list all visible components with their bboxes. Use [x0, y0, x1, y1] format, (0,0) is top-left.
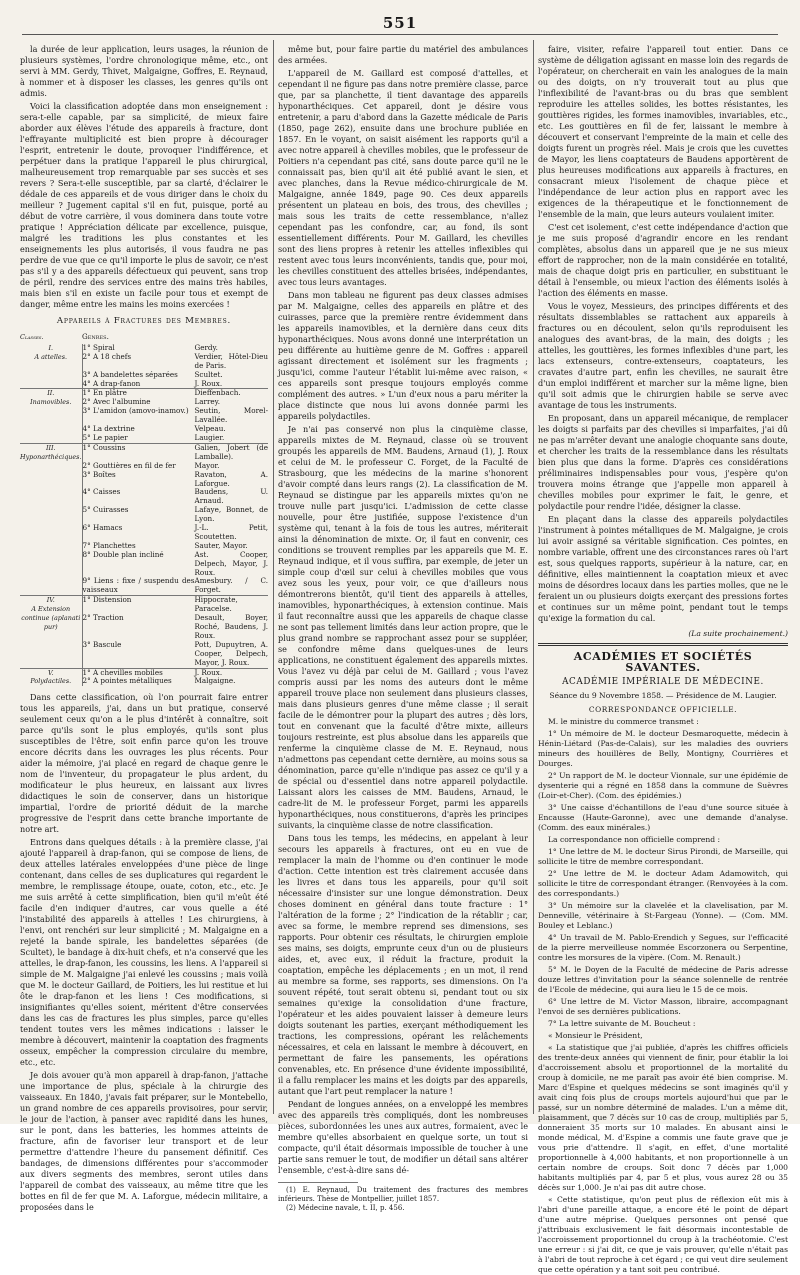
- correspondence-item: 3° Une caisse d'échantillons de l'eau d'une source située à Encausse (Haute-Garonne), avec une demande d'analyse. (Comm. des eaux minérales.): [538, 803, 788, 832]
- genre: 1° En plâtre: [82, 389, 195, 398]
- correspondence-item: 3° Un mémoire sur la clavelée et la clavelisation, par M. Denneville, vétérinaire à St-Fargeau (Yonne). — (Com. MM. Bouley et Leblanc.): [538, 901, 788, 930]
- subsection-title: ACADÉMIE IMPÉRIALE DE MÉDECINE.: [562, 677, 764, 687]
- paragraph: faire, visiter, refaire l'appareil tout entier. Dans ce système de déligation agissant en masse loin des regards de l'opérateur, on chercherait en vain les analogues de la main ou des doigts, on n'y trouverait tout au plus que l'inflexibilité de l'avant-bras ou du bras que semblent reproduire les attelles solides, les bottes résistantes, les gouttières rigides, les formes inamovibles, invariables, etc., etc. Les gouttières en fil de fer, laissant le membre à découvert et conservant l'empreinte de la main et celle des doigts furent un progrès réel. Mais je crois que les cuvettes de Mayor, les liens coaptateurs de Baudens apportèrent de plus heureuses modifications aux appareils à fractures, en consacrant mieux l'isolement de chaque pièce et l'indépendance de leur action plus en rapport avec les exigences de la thérapeutique et le fonctionnement de l'ensemble de la main, que leurs auteurs voulaient imiter.: [538, 44, 788, 219]
- genre: 3° Bascule: [82, 639, 122, 649]
- section-title: ACADÉMIES ET SOCIÉTÉS SAVANTES.: [573, 650, 753, 674]
- page-number: 551: [382, 14, 418, 32]
- correspondence-item: 7° La lettre suivante de M. Boucheut :: [548, 1019, 696, 1028]
- genre: 3° A bandelettes séparées: [82, 369, 178, 379]
- correspondence-item: 1° Une lettre de M. le docteur Sirus Pirondi, de Marseille, qui sollicite le titre de membre correspondant.: [538, 847, 788, 866]
- footnote: (1) E. Reynaud, Du traitement des fractures des membres inférieurs. Thèse de Montpellier, juillet 1857.: [278, 1186, 528, 1203]
- genre: 3° L'amidon (amovo-inamov.): [82, 406, 189, 416]
- author: Amesbury. / C. Forget.: [194, 576, 268, 595]
- author: Dieffenbach.: [195, 389, 269, 398]
- class-label: III. Hyponarthéciques.: [20, 443, 82, 595]
- column-divider: [273, 40, 274, 1114]
- session-line: Séance du 9 Novembre 1858. — Présidence de M. Laugier.: [549, 691, 777, 700]
- footnote: (2) Médecine navale, t. II, p. 456.: [286, 1204, 405, 1212]
- correspondence-item: « La statistique que j'ai publiée, d'après les chiffres officiels des trente-deux années qui viennent de finir, pour établir la loi d'accroissement absolu et proportionnel de la mortalité du croup à domicile, ne me paraît pas avoir été bien comprise. M. Marc d'Espine et quelques médecins se sont imaginés qu'il y avait cinq fois plus de croups mortels aujourd'hui que par le passé, sur un nombre déterminé de malades. L'un a même dit, plaisamment, que 7 décès sur 10 cas de croup, multipliés par 5, donneraient 35 morts sur 10 malades. En abusant ainsi le monde médical, M. d'Espine a commis une faute grave que je vous prie d'attendre. Il s'agit, en effet, d'une mortalité proportionnelle à 4,000 habitants, et non proportionnelle à un certain nombre de croups. Soit donc 7 décès par 1,000 habitants multipliés par 4, par 5 et plus, vous aurez 28 ou 35 décès sur 1,000. Je n'ai pas dit autre chose.: [538, 1043, 788, 1192]
- genre: 1° A chevilles mobiles: [82, 668, 195, 677]
- author: Mayor.: [194, 460, 220, 470]
- paragraph: C'est cet isolement, c'est cette indépendance d'action que je me suis proposé d'agrandir encore en les rendant complètes, absolus dans un appareil que je ne sus mieux effort de rapprocher, non de la main considérée en totalité, mais de chaque doigt pris en particulier, en substituant le détail à l'ensemble, ou mieux l'action des éléments isolés à l'action des éléments en masse.: [538, 222, 788, 298]
- paragraph: Dans tous les temps, les médecins, en appelant à leur secours les appareils à fractures, ont eu en vue de remplacer la main de l'homme ou d'en continuer le mode d'action. Cette intention est très clairement accusée dans les livres et dans tous les appareils, pour qu'il soit nécessaire d'insister sur une longue démonstration. Deux choses dominent en général dans toute fracture : 1° l'altération de la forme ; 2° l'indication de la rétablir ; car, avec sa forme, le membre reprend ses dimensions, ses rapports. Pour obtenir ces résultats, le chirurgien emploie ses mains, ses doigts, emprunte ceux d'un ou de plusieurs aides, et, avec eux, il réduit la fracture, produit la coaptation, empêche les déplacements ; en un mot, il rend au membre sa forme, ses rapports, ses dimensions. On l'a souvent répété, tout serait obtenu si, pendant tout ou six semaines qu'exige la consolidation d'une fracture, l'opérateur et les aides pouvaient laisser à demeure leurs doigts soutenant les parties, exerçant méthodiquement les tractions, les compressions, opérant les relâchements nécessaires, et cela en laissant le membre à découvert, en permettant de faire les pansements, les opérations convenables, etc. En présence d'une évidente impossibilité, il a fallu remplacer les mains et les doigts par des appareils, autant que l'art peut remplacer la nature !: [278, 833, 528, 1096]
- correspondence-item: 5° M. le Doyen de la Faculté de médecine de Paris adresse douze lettres d'invitation pour la séance solennelle de rentrée de l'Ecole de médecine, qui aura lieu le 15 de ce mois.: [538, 965, 788, 994]
- correspondence-item: 1° Un mémoire de M. le docteur Desmaroquette, médecin à Hénin-Liétard (Pas-de-Calais), sur les maladies des ouvriers mineurs des houillères de Belly, Montigny, Courrières et Dourges.: [538, 729, 788, 768]
- author: Verdier, Hôtel-Dieu de Paris.: [194, 351, 268, 370]
- author: Ravaton, A. Laforgue.: [194, 469, 268, 488]
- genre: 2° Traction: [82, 613, 124, 623]
- author: J. Roux.: [195, 668, 269, 677]
- author: Desault, Boyer, Roché, Baudens, J. Roux.: [194, 613, 268, 640]
- classification-table-title: Appareils à Fractures des Membres.: [56, 316, 232, 326]
- column-2: [278, 44, 528, 1212]
- paragraph: Je dois avouer qu'à mon appareil à drap-fanon, j'attache une importance de plus, spéciale à la chirurgie des vaisseaux. En 1840, j'avais fait préparer, sur le Montebello, un grand nombre de ces appareils provisoires, pour servir, le jour de l'action, à panser avec rapidité dans les hunes, sur le pont, dans les batteries, les hommes atteints de fracture, afin de favoriser leur transport et de leur permettre d'attendre l'heure du pansement définitif. Ces bandages, de dimensions différentes pour s'accommoder aux divers segments des membres, seront utiles dans l'appareil de combat des vaisseaux, au même titre que les bottes en fil de fer que M. A. Laforgue, médecin militaire, a proposées dans le: [20, 1070, 268, 1213]
- paragraph: Voici la classification adoptée dans mon enseignement : sera-t-elle capable, par sa simplicité, de mieux faire aborder aux élèves l'étude des appareils à fracture, dont l'effrayante multiplicité est bien propre à décourager l'esprit, entretenir le doute, provoquer l'indifférence, et perpétuer dans la pratique l'appareil le plus chirurgical, malheureusement trop remarquable par ses succès et ses revers ? Sera-t-elle susceptible, par sa clarté, d'éclairer le dédale de ces appareils et de vous diriger dans le choix du meilleur ? Jugement capital s'il en fut, puisque, porté au début de votre carrière, il vous dominera dans toute votre pratique ! Appréciation délicate par excellence, puisque, malgré les traditions les plus constantes et les enseignements les plus autorisés, il vous faudra ne pas perdre de vue que ce qu'il importe le plus de savoir, ce n'est pas s'il y a des appareils défectueux qui peuvent, sans trop de péril, rendre des services entre des mains très habiles, mais bien s'il en existe un facile pour tous et exempt de danger, même entre les mains les moins exercées !: [20, 101, 268, 309]
- author: Sauter, Mayor.: [194, 540, 248, 550]
- genre: 1° Coussins: [82, 443, 195, 461]
- correspondence-item: « Cette statistique, qu'on peut plus de réflexion eût mis à l'abri d'une pareille attaque, a encore été le point de départ d'une autre méprise. Quelques personnes ont pensé que j'attribuais exclusivement le fait désormais incontestable de l'accroissement proportionnel du croup à la trachéotomie. C'est une erreur : si j'ai dit, ce que je vais prouver, qu'elle n'était pas à l'abri de tout reproche à cet égard ; ce qui veut dire seulement que cette opération y a tant soit peu contribué.: [538, 1195, 788, 1274]
- genre: 4° A drap-fanon: [82, 378, 141, 388]
- author: Baudens, U. Arnaud.: [194, 487, 268, 506]
- author: Seutin, Morel-Lavallée.: [194, 406, 268, 425]
- author: Galien, Jobert (de Lamballe).: [194, 442, 268, 461]
- paragraph: En plaçant dans la classe des appareils polydactiles l'instrument à pointes métalliques de M. Malgaigne, je crois lui avoir assigné sa véritable signification. Ces pointes, en nombre variable, offrent une des circonstances rares où l'art est, sous quelques rapports, supérieur à la nature, car, en définitive, elles maintiennent la coaptation mieux et avec moins de désordres locaux dans les parties molles, que ne le feraient un ou plusieurs doigts exerçant des pressions fortes et continues sur un même point, pendant tout le temps qu'exige la formation du cal.: [538, 514, 788, 623]
- genre: 2° A 18 chefs: [82, 351, 132, 361]
- correspondence-item: 2° Une lettre de M. le docteur Adam Adamowitch, qui sollicite le titre de correspondant étranger. (Renvoyées à la com. des correspondants.): [538, 869, 788, 898]
- paragraph: la durée de leur application, leurs usages, la réunion de plusieurs systèmes, l'ordre chronologique même, etc., ont servi à MM. Gerdy, Thivet, Malgaigne, Goffres, E. Reynaud, à nommer et à disposer les classes, les genres qu'ils ont admis.: [20, 44, 268, 98]
- paragraph: Dans mon tableau ne figurent pas deux classes admises par M. Malgaigne, celles des appareils en plâtre et des cuirasses, parce que la première rentre évidemment dans les appareils inamovibles, et la dernière dans ceux dits hyponarthéciques. Nous avons donné une interprétation un peu différente au huitième genre de M. Goffres : appareil agissant directement et isolément sur les fragments ; jusqu'ici, comme l'auteur l'établit lui-même avec raison, « ces appareils sont presque toujours employés comme complément des autres. » L'un d'eux nous a paru mériter la place distincte que nous lui avons donnée parmi les appareils polydactiles.: [278, 290, 528, 421]
- paragraph: Entrons dans quelques détails : à la première classe, j'ai ajouté l'appareil à drap-fanon, qui se compose de liens, de deux attelles latérales enveloppées d'une pièce de linge contenant, dans celles de ses duplicatures qui regardent le membre, le remplissage étoupe, ouate, coton, etc., etc. Je me suis arrêté à cette simplification, bien qu'il m'eût été facile d'en indiquer d'autres, car vous quelle a été l'instabilité des appareils à attelles ! Les chirurgiens, à l'envi, ont renchéri sur leur simplicité ; M. Malgaigne en a rejeté la bande spirale, les bandelettes séparées (de Scultet), le bandage à dix-huit chefs, et n'a conservé que les attelles, le drap-fanon, les coussins, les liens. A l'appareil si simple de M. Malgaigne j'ai enlevé les coussins ; mais voilà que M. le docteur Gaillard, de Poitiers, les lui restitue et lui ôte le drap-fanon et les liens ! Ces modifications, si insignifiantes qu'elles soient, méritent d'être conservées dans les cas de fractures les plus simples, parce qu'elles tendent toutes vers les mêmes indications : laisser le membre à découvert, maintenir la coaptation des fragments osseux, empêcher la compression circulaire du membre, etc., etc.: [20, 837, 268, 1068]
- genre: 2° A pointes métalliques: [82, 676, 172, 686]
- paragraph: L'appareil de M. Gaillard est composé d'attelles, et cependant il ne figure pas dans notre première classe, parce que, par sa planchette, il tient davantage des appareils hyponarthéciques. Cet appareil, dont je désire vous entretenir, a paru d'abord dans la Gazette médicale de Paris (1850, page 262), ensuite dans une brochure publiée en 1857. En le voyant, on saisit aisément les rapports qu'il a avec notre appareil à chevilles mobiles, que le professeur de Poitiers n'a cependant pas cité, sans doute parce qu'il ne le connaissait pas, bien qu'il ait été publié avant le sien, et avec planches, dans la Revue médico-chirurgicale de M. Malgaigne, année 1849, page 90. Ces deux appareils présentent un plateau en bois, des trous, des chevilles ; mais sous les traits de cette ressemblance, n'allez cependant pas les confondre, car, au fond, ils sont essentiellement différents. Pour M. Gaillard, les chevilles sont des liens propres à retenir les attelles inflexibles qui restent avec tous leurs inconvénients, tandis que, pour moi, les chevilles constituent des attelles brisées, indépendantes, avec tous leurs avantages.: [278, 68, 528, 287]
- column-3: [538, 44, 788, 1274]
- genre: 1° Spiral: [82, 342, 115, 352]
- author: Ast. Cooper, Delpech, Mayor, J. Roux.: [194, 549, 268, 577]
- genre: 7° Planchettes: [82, 540, 136, 550]
- correspondence-list: [538, 717, 788, 1275]
- continued-note: (La suite prochainement.): [688, 629, 788, 638]
- correspondence-item: 6° Une lettre de M. Victor Masson, libraire, accompagnant l'envoi de ses dernières publications.: [538, 997, 788, 1016]
- genre: 4° Caisses: [82, 487, 121, 497]
- correspondence-item: « Monsieur le Président,: [548, 1031, 643, 1040]
- paragraph: Pendant de longues années, on a enveloppé les membres avec des appareils très compliqués, dont les nombreuses pièces, subordonnées les unes aux autres, formaient, avec le membre qu'elles absorbaient en quelque sorte, un tout si compacte, qu'il était désormais impossible de toucher à une partie sans remuer le tout, de modifier un détail sans altérer l'ensemble, c'est-à-dire sans dé-: [278, 1099, 528, 1175]
- author: Larrey.: [194, 397, 221, 407]
- paragraph: En proposant, dans un appareil mécanique, de remplacer les doigts si parfaits par des chevilles si imparfaites, j'ai dû ne pas m'arrêter devant une analogie choquante sans doute, et chercher les traits de la ressemblance dans les résultats bien plus que dans la forme. D'après ces considérations préliminaires indispensables pour vous, j'espère qu'on trouvera moins étrange que j'appelle mon appareil à chevilles mobiles pour exprimer le fait, le genre, et polydactile pour rendre l'idée, désigner la classe.: [538, 413, 788, 511]
- author: Laugier.: [194, 432, 225, 442]
- author: J. Roux.: [194, 378, 223, 388]
- genre: 3° Boîtes: [82, 469, 116, 479]
- author: Pott, Dupuytren, A. Cooper, Delpech, Mayor, J. Roux.: [194, 639, 268, 667]
- correspondence-item: La correspondance non officielle comprend :: [548, 835, 721, 844]
- correspondence-item: M. le ministre du commerce transmet :: [548, 717, 699, 726]
- paragraph: Dans cette classification, où l'on pourrait faire entrer tous les appareils, j'ai, dans un but pratique, conservé seulement ceux qu'on a le plus d'intérêt à connaître, soit parce qu'ils sont le plus employés, qu'ils sont plus susceptibles de l'être, soit enfin parce qu'on les trouve encore décrits dans les ouvrages les plus récents. Pour aider la mémoire, j'ai placé en regard de chaque genre le nom de l'inventeur, du propagateur le plus ardent, du modificateur le plus heureux, en laissant aux livres didactiques le soin de conserver, dans un historique impartial, l'ordre de priorité déduit de la marche progressive de l'esprit dans cette branche importante de notre art.: [20, 692, 268, 835]
- author: Scultet.: [194, 369, 223, 379]
- genre: 5° Cuirasses: [82, 505, 129, 515]
- genre: 2° Avec l'albumine: [82, 397, 151, 407]
- column-1: [20, 44, 268, 1213]
- genre: 6° Hamacs: [82, 523, 123, 533]
- correspondence-item: 4° Un travail de M. Pablo-Erendich y Segues, sur l'efficacité de la pierre merveilleuse nommée Escorzonera ou Serpentine, contre les morsures de la vipère. (Com. M. Renault.): [538, 933, 788, 962]
- classification-table: [20, 333, 268, 686]
- paragraph: Vous le voyez, Messieurs, des principes différents et des résultats dissemblables se rattachent aux appareils à fractures ou en découlent, selon qu'ils reproduisent les analogues des avant-bras, de la main, des doigts ; les attelles, les gouttières, les formes inflexibles d'une part, les lacs extenseurs, contre-extenseurs, coaptateurs, les cravates d'autre part, enfin les chevilles, ne saurait être d'un emploi indifférent et marcher sur la même ligne, bien qu'il soit admis que le chirurgien habile se serve avec avantage de tous les instruments.: [538, 301, 788, 410]
- column-divider: [533, 40, 534, 1114]
- author: Gerdy.: [194, 342, 218, 352]
- correspondence-title: CORRESPONDANCE OFFICIELLE.: [588, 705, 738, 714]
- author: Velpeau.: [194, 424, 226, 434]
- class-label: IV. A Extension continue (aplanati pur): [20, 596, 82, 668]
- correspondence-item: 2° Un rapport de M. le docteur Vionnale, sur une épidémie de dysenterie qui a régné en 1858 dans la commune de Suèvres (Loir-et-Cher). (Com. des épidémies.): [538, 771, 788, 800]
- genre: 2° Gouttières en fil de fer: [82, 460, 176, 470]
- genre: 5° Le papier: [82, 432, 128, 442]
- author: Malgaigne.: [194, 676, 236, 686]
- section-rule: [538, 643, 788, 646]
- genre: 4° La dextrine: [82, 424, 135, 434]
- class-label: II. Inamovibles.: [20, 389, 82, 443]
- footnote-rule: [278, 1182, 358, 1183]
- class-label: I. A attelles.: [20, 344, 82, 389]
- genre: 8° Double plan incliné: [82, 549, 164, 559]
- paragraph: même but, pour faire partie du matériel des ambulances des armées.: [278, 44, 528, 65]
- paragraph: Je n'ai pas conservé non plus la cinquième classe, appareils mixtes de M. Reynaud, classe où se trouvent groupés les appareils de MM. Baudens, Arnaud (1), J. Roux et celui de M. le professeur C. Forget, de la Faculté de Strasbourg, que les médecins de la marine s'honorent d'avoir compté dans leurs rangs (2). La classification de M. Reynaud se distingue par les appareils mixtes qu'on ne trouve nulle part jusqu'ici. L'admission de cette classe nouvelle, pour être justifiée, suppose l'existence d'un système qui, tenant à la fois de tous les autres, mériterait ainsi la dénomination de mixte. Or, il faut en convenir, ces conditions se trouvent remplies par les appareils que M. E. Reynaud indique, et il vous suffira, par exemple, de jeter un simple coup d'œil sur celui à chevilles mobiles que vous avez sous les yeux, pour voir, ce que d'ailleurs nous démontrerons bientôt, qu'il tient des appareils à attelles, inamovibles, hyponarthéciques, à extension continue. Mais il faut reconnaître aussi que les appareils de chaque classe ne sont pas tellement limités dans leur action propre, que le plus grand nombre se rapprochant assez pour se suppléer, se confondre même dans quelques-unes de leurs applications, ne constituent également des appareils mixtes. Vous l'avez vu déjà par celui de M. Gaillard ; vous l'avez compris aussi par les noms des auteurs dont le même appareil trouve place non seulement dans plusieurs classes, mais dans plusieurs genres d'une même classe ; il serait facile de le démontrer pour la plupart des autres ; dès lors, tout en convenant que la faculté d'être mixte, ailleurs toujours restreinte, est plus absolue dans les appareils que renferme la cinquième classe de M. E. Reynaud, nous n'admettons pas cependant cette dernière, au moins sous sa dénomination, parce qu'elle n'indique pas assez ce qu'il y a de spécial ou d'essentiel dans notre appareil polydactile. Laissant alors les caisses de MM. Baudens, Arnaud, le cadre-lit de M. le professeur Forget, parmi les appareils hyponarthéciques, nous constituerons, d'après les principes suivants, la cinquième classe de notre classification.: [278, 424, 528, 830]
- class-label: V. Polydactiles.: [20, 668, 82, 686]
- genre: 9° Liens : fixe / suspendu des vaisseaux: [82, 576, 195, 595]
- top-rule: [22, 34, 778, 35]
- header-genres: Genres.: [82, 332, 109, 341]
- author: Lafaye, Bonnet, de Lyon.: [194, 505, 268, 524]
- genre: 1° Distension: [82, 596, 195, 614]
- author: Hippocrate, Paracelse.: [195, 596, 269, 614]
- header-classes: Classes.: [20, 333, 44, 341]
- author: J.-L. Petit, Scoutetten.: [194, 523, 268, 541]
